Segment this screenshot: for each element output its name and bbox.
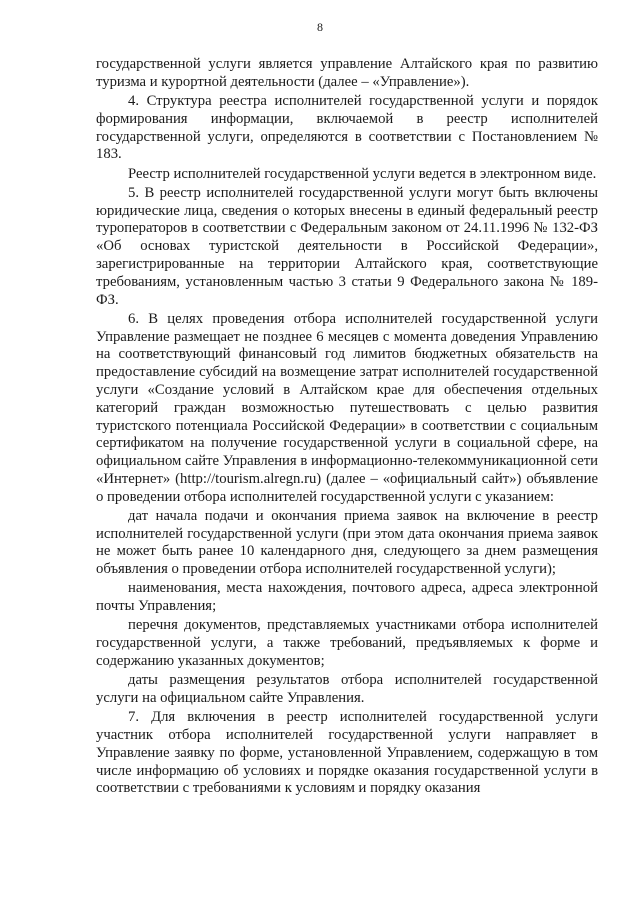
page-number: 8 bbox=[317, 20, 323, 34]
list-item-documents: перечня документов, представляемых участниками отбора исполнителей государственной услуги, а также требований, предъявляемых к форме и содержанию указанных документов; bbox=[96, 617, 598, 670]
paragraph-item-7: 7. Для включения в реестр исполнителей государственной услуги участник отбора исполнителей государственной услуги направляет в Управление заявку по форме, установленной Управлением, содержащую в том числе информацию об условиях и порядке оказания государственной услуги в соответствии с требованиями к условиям и порядку оказания bbox=[96, 709, 598, 797]
list-item-results-date: даты размещения результатов отбора исполнителей государственной услуги на официальном сайте Управления. bbox=[96, 672, 598, 707]
list-item-dates: дат начала подачи и окончания приема заявок на включение в реестр исполнителей государственной услуги (при этом дата окончания приема заявок не может быть ранее 10 календарного дня, следующего за днем размещения объявления о проведении отбора исполнителей государственной услуги); bbox=[96, 507, 598, 578]
document-body bbox=[96, 56, 598, 800]
paragraph-item-4: 4. Структура реестра исполнителей государственной услуги и порядок формирования информации, включаемой в реестр исполнителей государственной услуги, определяются в соответствии с Постановлением № 183. bbox=[96, 92, 598, 163]
list-item-names: наименования, места нахождения, почтового адреса, адреса электронной почты Управления; bbox=[96, 580, 598, 615]
paragraph-continuation: государственной услуги является управление Алтайского края по развитию туризма и курортной деятельности (далее – «Управление»). bbox=[96, 56, 598, 90]
paragraph-item-5: 5. В реестр исполнителей государственной услуги могут быть включены юридические лица, сведения о которых внесены в единый федеральный реестр туроператоров в соответствии с Федеральным законом от 24.11.1996 № 132-ФЗ «Об основах туристской деятельности в Российской Федерации», зарегистрированные на территории Алтайского края, соответствующие требованиям, установленным частью 3 статьи 9 Федерального закона № 189-ФЗ. bbox=[96, 184, 598, 308]
paragraph-registry-electronic: Реестр исполнителей государственной услуги ведется в электронном виде. bbox=[128, 165, 597, 182]
paragraph-item-6: 6. В целях проведения отбора исполнителей государственной услуги Управление размещает не позднее 6 месяцев с момента доведения Управлению на соответствующий финансовый год лимитов бюджетных обязательств на предоставление субсидий на возмещение затрат исполнителей государственной услуги «Создание условий в Алтайском крае для обеспечения отдельных категорий граждан возможностью путешествовать с целью развития туристского потенциала Российской Федерации» в соответствии с социальным сертификатом на получение государственной услуги в социальной сфере, на официальном сайте Управления в информационно-телекоммуникационной сети «Интернет» (http://tourism.alregn.ru) (далее – «официальный сайт») объявление о проведении отбора исполнителей государственной услуги с указанием: bbox=[96, 310, 598, 505]
